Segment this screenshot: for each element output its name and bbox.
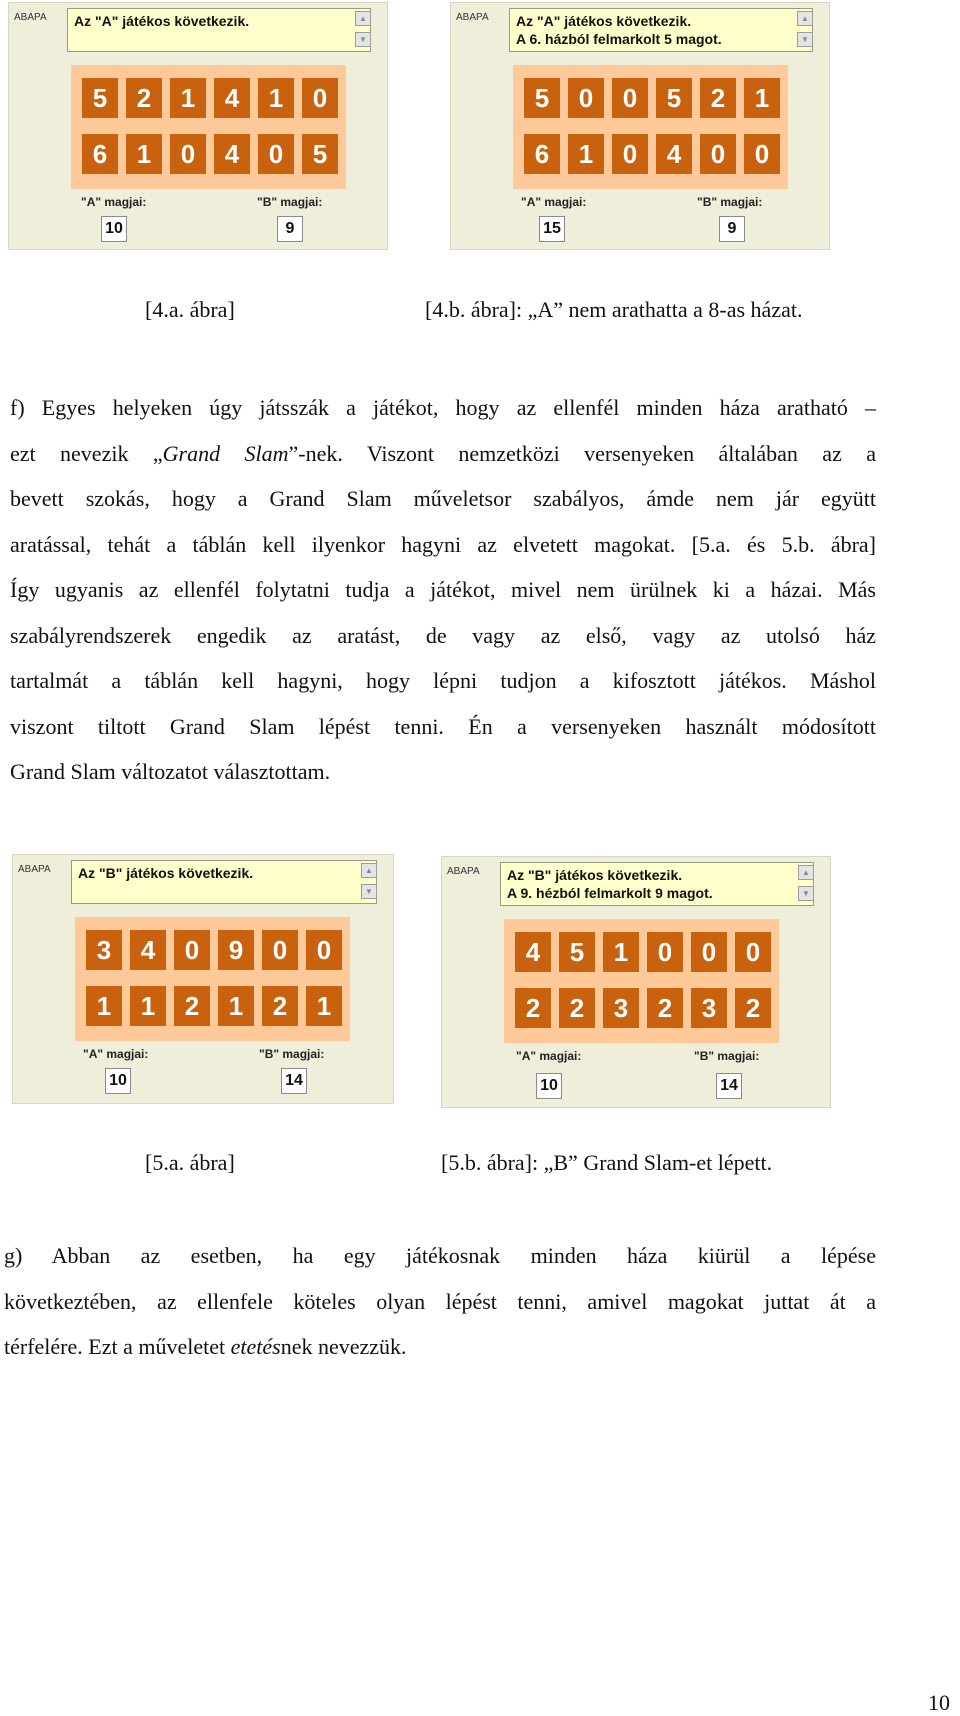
text-run: térfelére. Ezt a műveletet (4, 1334, 231, 1359)
house[interactable]: 4 (214, 78, 250, 118)
house[interactable]: 0 (612, 134, 648, 174)
house[interactable]: 2 (559, 988, 595, 1028)
house[interactable]: 0 (612, 78, 648, 118)
scroll-down-icon[interactable]: ▼ (361, 884, 377, 899)
house[interactable]: 4 (214, 134, 250, 174)
message-box (509, 8, 813, 52)
house[interactable]: 3 (86, 930, 122, 970)
paragraph-f (10, 385, 876, 795)
house[interactable]: 5 (302, 134, 338, 174)
player-b-seeds-label: "B" magjai: (259, 1047, 325, 1061)
message-scrollbar[interactable] (355, 8, 371, 52)
paragraph-line: viszont tiltott Grand Slam lépést tenni. Én a versenyeken használt módosított (10, 713, 876, 739)
house[interactable]: 1 (130, 986, 166, 1026)
caption-fig-5b: [5.b. ábra]: „B” Grand Slam-et lépett. (441, 1150, 773, 1175)
house[interactable]: 1 (86, 986, 122, 1026)
house[interactable]: 5 (559, 932, 595, 972)
board-row-top (524, 78, 780, 118)
player-b-seeds-label: "B" magjai: (694, 1049, 760, 1063)
paragraph-line: következtében, az ellenfele köteles olyan lépést tenni, amivel magokat juttat át a (4, 1288, 876, 1314)
text-run-italic: etetés (230, 1334, 281, 1359)
text-run: ”-nek. Viszont nemzetközi versenyeken általában az a (288, 440, 877, 466)
text-run: nek nevezzük. (280, 1334, 407, 1359)
scroll-down-icon[interactable]: ▼ (797, 32, 813, 47)
paragraph-line: Így ugyanis az ellenfél folytatni tudja a játékot, mivel nem ürülnek ki a házai. Más (10, 577, 876, 602)
paragraph-line: f) Egyes helyeken úgy játsszák a játékot, hogy az ellenfél minden háza aratható – (10, 395, 876, 420)
board-row-top (515, 932, 771, 972)
house[interactable]: 0 (744, 134, 780, 174)
house[interactable]: 0 (306, 930, 342, 970)
message-scrollbar[interactable] (797, 8, 813, 52)
player-a-score: 10 (536, 1073, 562, 1099)
scroll-down-icon[interactable]: ▼ (798, 886, 814, 901)
player-b-score: 14 (281, 1068, 307, 1094)
caption-fig-5a: [5.a. ábra] (145, 1150, 235, 1175)
paragraph-line (10, 431, 876, 477)
app-title: ABAPA (18, 864, 51, 875)
house[interactable]: 0 (647, 932, 683, 972)
message-box (67, 8, 371, 52)
house[interactable]: 1 (568, 134, 604, 174)
player-a-seeds-label: "A" magjai: (516, 1049, 582, 1063)
message-line-2: A 9. hézból felmarkolt 9 magot. (507, 885, 713, 901)
game-board (75, 917, 350, 1041)
message-scrollbar[interactable] (361, 860, 377, 904)
house[interactable]: 0 (735, 932, 771, 972)
house[interactable]: 2 (262, 986, 298, 1026)
player-b-score: 14 (716, 1073, 742, 1099)
house[interactable]: 2 (700, 78, 736, 118)
caption-fig-4b: [4.b. ábra]: „A” nem arathatta a 8-as házat. (425, 297, 803, 322)
board-row-top (86, 930, 342, 970)
house[interactable]: 0 (174, 930, 210, 970)
house[interactable]: 1 (126, 134, 162, 174)
scroll-up-icon[interactable]: ▲ (355, 11, 371, 26)
figure-4b-screenshot (450, 2, 830, 250)
board-row-bottom (515, 988, 771, 1028)
app-title: ABAPA (447, 866, 480, 877)
page-number: 10 (928, 1690, 950, 1715)
game-board (71, 65, 346, 189)
text-run-italic: Grand Slam (162, 440, 289, 466)
game-board (504, 919, 779, 1043)
house[interactable]: 1 (744, 78, 780, 118)
house[interactable]: 1 (170, 78, 206, 118)
house[interactable]: 0 (262, 930, 298, 970)
scroll-up-icon[interactable]: ▲ (797, 11, 813, 26)
paragraph-line (4, 1324, 876, 1370)
board-row-top (82, 78, 338, 118)
figure-5a-screenshot (12, 854, 394, 1104)
app-title: ABAPA (14, 12, 47, 23)
house[interactable]: 5 (656, 78, 692, 118)
figure-4a-screenshot (8, 2, 388, 250)
board-row-bottom (524, 134, 780, 174)
paragraph-line: g) Abban az esetben, ha egy játékosnak minden háza kiürül a lépése (4, 1243, 876, 1268)
message-line-2: A 6. házból felmarkolt 5 magot. (516, 31, 722, 47)
player-a-seeds-label: "A" magjai: (521, 195, 587, 209)
paragraph-line: Grand Slam változatot választottam. (10, 759, 331, 784)
house[interactable]: 2 (174, 986, 210, 1026)
text-run: ezt nevezik „ (10, 440, 163, 466)
player-a-score: 10 (101, 216, 127, 242)
paragraph-line: bevett szokás, hogy a Grand Slam műveletsor szabályos, ámde nem jár együtt (10, 486, 876, 511)
house[interactable]: 2 (515, 988, 551, 1028)
paragraph-line: aratással, tehát a táblán kell ilyenkor hagyni az elvetett magokat. [5.a. és 5.b. ábra] (10, 531, 876, 557)
game-board (513, 65, 788, 189)
paragraph-g (4, 1233, 876, 1370)
house[interactable]: 4 (656, 134, 692, 174)
house[interactable]: 3 (691, 988, 727, 1028)
player-b-score: 9 (277, 216, 303, 242)
house[interactable]: 3 (603, 988, 639, 1028)
house[interactable]: 1 (258, 78, 294, 118)
player-b-seeds-label: "B" magjai: (257, 195, 323, 209)
player-a-score: 10 (105, 1068, 131, 1094)
message-line-1: Az "B" játékos következik. (507, 867, 683, 883)
player-b-score: 9 (719, 216, 745, 242)
message-line-1: Az "A" játékos következik. (516, 13, 692, 29)
house[interactable]: 6 (82, 134, 118, 174)
caption-fig-4a: [4.a. ábra] (145, 297, 235, 322)
house[interactable]: 0 (258, 134, 294, 174)
house[interactable]: 1 (306, 986, 342, 1026)
message-box (71, 860, 377, 904)
house[interactable]: 0 (700, 134, 736, 174)
house[interactable]: 4 (515, 932, 551, 972)
board-row-bottom (82, 134, 338, 174)
message-scrollbar[interactable] (798, 862, 814, 906)
house[interactable]: 9 (218, 930, 254, 970)
paragraph-line: tartalmát a táblán kell hagyni, hogy lépni tudjon a kifosztott játékos. Máshol (10, 668, 876, 693)
message-line-1: Az "A" játékos következik. (74, 13, 250, 29)
board-row-bottom (86, 986, 342, 1026)
house[interactable]: 2 (126, 78, 162, 118)
house[interactable]: 0 (691, 932, 727, 972)
player-a-score: 15 (539, 216, 565, 242)
player-a-seeds-label: "A" magjai: (81, 195, 147, 209)
house[interactable]: 0 (568, 78, 604, 118)
player-b-seeds-label: "B" magjai: (697, 195, 763, 209)
message-line-1: Az "B" játékos következik. (78, 865, 254, 881)
house[interactable]: 2 (647, 988, 683, 1028)
house[interactable]: 5 (82, 78, 118, 118)
message-box (500, 862, 814, 906)
house[interactable]: 1 (218, 986, 254, 1026)
scroll-down-icon[interactable]: ▼ (355, 32, 371, 47)
house[interactable]: 0 (302, 78, 338, 118)
house[interactable]: 4 (130, 930, 166, 970)
house[interactable]: 0 (170, 134, 206, 174)
house[interactable]: 2 (735, 988, 771, 1028)
player-a-seeds-label: "A" magjai: (83, 1047, 149, 1061)
house[interactable]: 6 (524, 134, 560, 174)
app-title: ABAPA (456, 12, 489, 23)
scroll-up-icon[interactable]: ▲ (361, 863, 377, 878)
paragraph-line: szabályrendszerek engedik az aratást, de vagy az első, vagy az utolsó ház (10, 622, 876, 648)
figure-5b-screenshot (441, 856, 831, 1108)
scroll-up-icon[interactable]: ▲ (798, 865, 814, 880)
house[interactable]: 1 (603, 932, 639, 972)
house[interactable]: 5 (524, 78, 560, 118)
